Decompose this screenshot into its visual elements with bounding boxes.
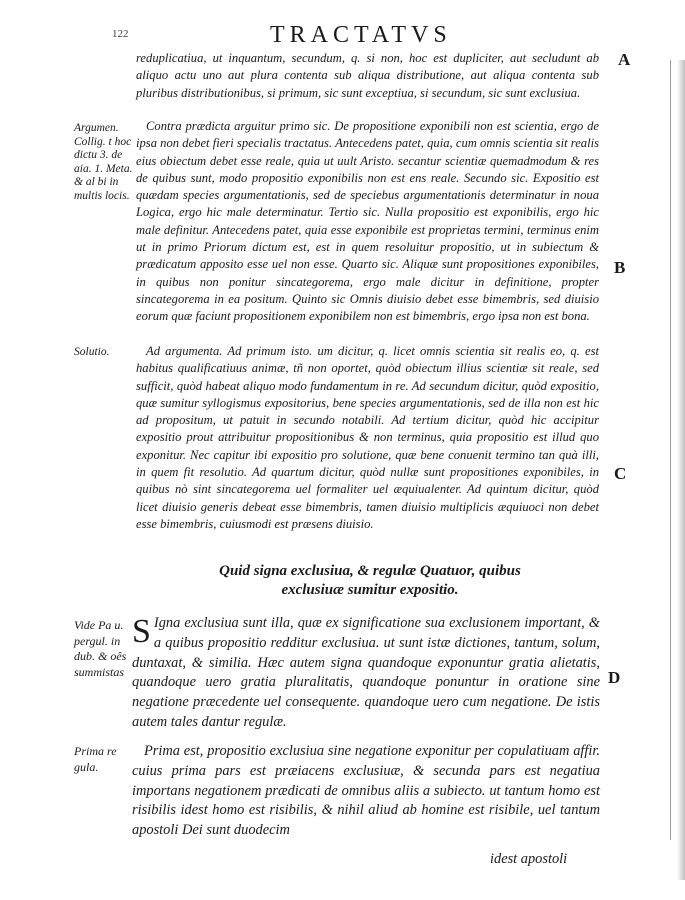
catchword: idest apostoli (490, 851, 568, 867)
margin-letter-a: A (618, 50, 631, 69)
page-number: 122 (112, 28, 129, 40)
paragraph-continuation: reduplicatiua, ut inquantum, secundum, q. si non, hoc est dupliciter, aut secludunt ab aliquo actu uno aut plura contenta sub aliqua distributione, aut aliqua contenta sub pluribus distributionibus, si primum, sic sunt exceptiua, si secundum, sic sunt exclusiua. (136, 51, 599, 100)
section-heading (150, 562, 590, 600)
paragraph-prima-regula: Prima est, propositio exclusiua sine negatione exponitur per copulatiuam affir. cuius prima pars est præiacens exclusiuæ, & secunda pars est negatiua importans negationem prædicati de omnibus aliis a subiecto. ut tantum homo est risibilis idest homo est risibilis, & nihil aliud ab homine est risibile, uel tantum apostoli Dei sunt duodecim (132, 743, 600, 839)
paragraph-solutio: Ad argumenta. Ad primum isto. um dicitur, q. licet omnis scientia sit realis eo, q. est habitus qualificatiuus animæ, tñ non oportet, quòd obiectum illius scientiæ sit reale, sed sufficit, quòd habeat aliquo modo fundamentum in re. Ad secundum dicitur, quòd expositio, quæ sumitur syllogismus expositorius, bene species argumentationis, sed de illa non est hic ad propositum, ut patuit in secundo notabili. Ad tertium dicitur, quòd hic accipitur expositio prout attribuitur propositionibus & non terminus, quia propositio est illud quo exponitur. Nec capitur ibi expositio pro solutione, quæ bene conuenit termino tan quà illi, in quem fit resolutio. Ad quartum dicitur, quòd nullæ sunt propositiones exponibiles, in quibus nò sint sincategorema uel formaliter uel æquiualenter. Ad quintum dicitur, quòd licet diuisio generis debeat esse bimembris, tamen diuisio multiplicis æquiuoci non debet esse bimembris, cuiusmodi est præsens diuisio. (136, 344, 599, 531)
margin-letter-b: B (614, 258, 626, 277)
paragraph-arguments: Contra prædicta arguitur primo sic. De propositione exponibili non est scientia, ergo de ipsa non debet fieri specialis tractatus. Antecedens patet, quia, cum omnis scientia sit realis eius obiectum debet esse reale, quia ut uult Aristo. secantur scientiæ quemadmodum & res de quibus sunt, modo propositio exponibilis non est ens reale. Secundo sic. Expositio est quædam species argumentationis, sed de speciebus argumentationis determinatur in noua Logica, ergo hic male determinatur. Tertio sic. Nulla propositio est exponibilis, ergo hic male definitur. Antecedens patet, quia esse exponibile est proprietas termini, terminus enim ut in primo Priorum dictum est, est in quem resoluitur propositio, ut in subiectum & prædicatum apposito esse uel non esse. Quarto sic. Aliquæ sunt propositiones exponibiles, in quibus non ponitur sincategorema, ergo male dicitur in definitione, propter sincategorema in ea positum. Quinto sic Omnis diuisio debet esse bimembris, sed diuisio eorum quæ faciunt propositionem exponibilem non est bimembris, ergo ipsa non est bona. (136, 119, 599, 324)
margin-letter-d: D (608, 668, 621, 687)
margin-letter-c: C (614, 464, 627, 483)
page-fold-line (670, 60, 671, 840)
page-edge-shadow (677, 60, 685, 880)
margin-gloss-argumen: Argumen. Collig. t hoc dictu 3. de aia. 1. Meta. & al bi in multis locis. (74, 122, 133, 202)
running-head: TRACTATVS (270, 22, 452, 48)
section-heading-line-1: Quid signa exclusiua, & regulæ Quatuor, quibus (219, 563, 521, 579)
paragraph-signa-text: Igna exclusiua sunt illa, quæ ex significatione sua exclusionem important, & a quibus propositio redditur exclusiua. ut sunt istæ dictiones, tantum, solum, duntaxat, & similia. Hæc autem signa quandoque exponuntur gratia alietatis, quandoque uero gratia pluralitatis, quandoque ponuntur in oratione sine negatione præcedente uel consequente. quandoque uero cum negatione. De istis autem tales dantur regulæ. (132, 615, 600, 730)
paragraph-signa-exclusiua (132, 614, 600, 733)
drop-cap: S (132, 613, 151, 650)
section-heading-line-2: exclusiuæ sumitur expositio. (281, 582, 459, 598)
margin-gloss-solutio: Solutio. (74, 346, 110, 358)
margin-gloss-prima-regula: Prima re gula. (74, 744, 117, 774)
margin-gloss-vide: Vide Pa u. pergul. in dub. & oês summistas (74, 618, 127, 679)
